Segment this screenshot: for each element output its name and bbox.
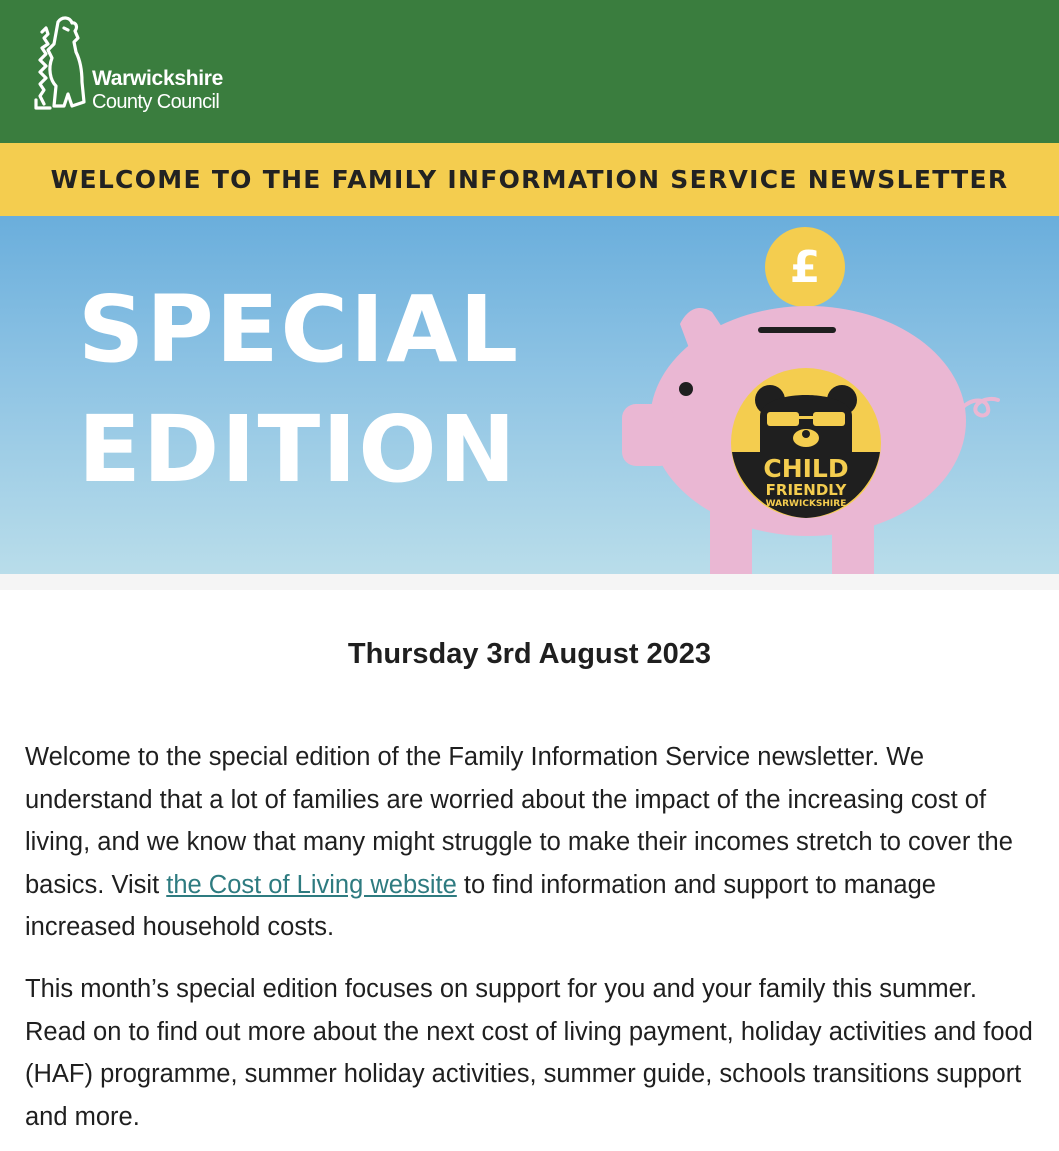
coin-symbol: £ <box>789 242 821 293</box>
intro-text-start: Welcome to the special edition of the Family Information Service newsletter. We understand that a lot of families are worried about the impact of the increasing cost of living, and we know that many might struggle to make their incomes stretch to cover the basics. Visit <box>25 743 1013 899</box>
cost-of-living-link[interactable]: the Cost of Living website <box>166 870 457 899</box>
bear-and-staff-icon <box>28 14 92 112</box>
newsletter-date: Thursday 3rd August 2023 <box>347 638 712 670</box>
banner-title: WELCOME TO THE FAMILY INFORMATION SERVICE NEWSLETTER <box>50 165 1009 194</box>
summary-paragraph: This month’s special edition focuses on support for you and your family this summer. Read on to find out more about the next cost of living payment, holiday activities and food (HAF) programme, summer holiday activities, summer guide, schools transitions support and more. <box>25 975 1033 1131</box>
badge-line-2: FRIENDLY <box>765 481 847 499</box>
piggy-bank-icon <box>600 216 1059 574</box>
intro-text-end: to find information and support to manage increased household costs. <box>25 870 936 941</box>
badge-line-3: WARWICKSHIRE <box>765 499 847 509</box>
hero-title-line-1: SPECIAL <box>78 276 521 383</box>
header-bar <box>0 0 1059 143</box>
intro-paragraph <box>25 736 1035 949</box>
logo-line-1: Warwickshire <box>92 67 224 90</box>
bear-icon <box>755 385 857 454</box>
council-logo[interactable] <box>28 14 258 114</box>
logo-line-2: County Council <box>92 91 220 113</box>
badge-line-1: CHILD <box>763 454 849 483</box>
divider-strip <box>0 574 1059 590</box>
hero-title-line-2: EDITION <box>78 396 518 503</box>
newsletter-banner <box>0 143 1059 216</box>
hero-banner <box>0 216 1059 574</box>
